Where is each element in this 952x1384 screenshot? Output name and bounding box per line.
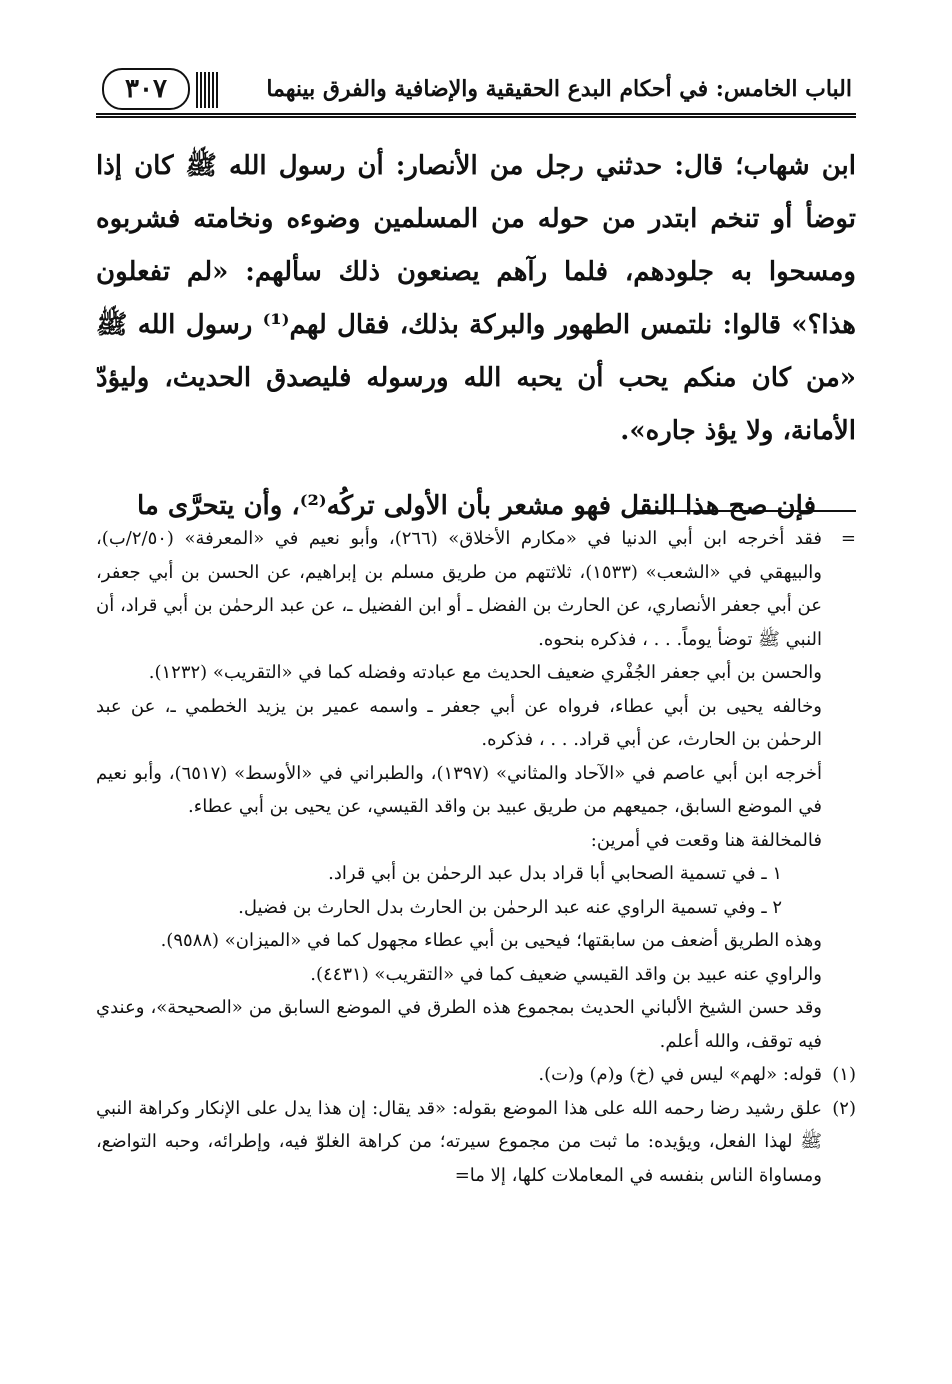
footnote-separator <box>636 510 856 512</box>
footnote-paragraph: والراوي عنه عبيد بن واقد القيسي ضعيف كما في «التقريب» (٤٤٣١). <box>310 963 822 985</box>
footnote-list-item: ٢ ـ وفي تسمية الراوي عنه عبد الرحمٰن بن الحارث بدل الحارث بن فضيل. <box>238 896 782 918</box>
continuation-marker: = <box>840 528 856 549</box>
footnote-2-number: (٢) <box>832 1097 856 1119</box>
footnote-paragraph: فالمخالفة هنا وقعت في أمرين: <box>590 829 822 851</box>
footnote-paragraph: أخرجه ابن أبي عاصم في «الآحاد والمثاني» (١٣٩٧)، والطبراني في «الأوسط» (٦٥١٧)، وأبو نعيم في الموضع السابق، جميعهم من طريق عبيد بن واقد القيسي، عن يحيى بن أبي عطاء. <box>96 762 822 817</box>
main-text <box>96 140 856 533</box>
header-rule <box>96 113 856 118</box>
running-title: الباب الخامس: في أحكام البدع الحقيقية والإضافية والفرق بينهما <box>266 76 852 102</box>
footnotes <box>96 522 856 1192</box>
footnote-2-text: علق رشيد رضا رحمه الله على هذا الموضع بقوله: «قد يقال: إن هذا يدل على الإنكار وكراهة النبي ﷺ لهذا الفعل، ويؤيده: ما ثبت من مجموع سيرته؛ من كراهة الغلوّ فيه، وإطرائه، وحبه التواضع، ومساواة الناس بنفسه في المعاملات كلها، إلا ما= <box>96 1097 822 1186</box>
footnote-1-number: (١) <box>832 1064 856 1085</box>
footnote-paragraph: وهذه الطريق أضعف من سابقتها؛ فيحيى بن أبي عطاء مجهول كما في «الميزان» (٩٥٨٨). <box>160 930 822 951</box>
footnote-list-item: ١ ـ في تسمية الصحابي أبا قراد بدل عبد الرحمٰن بن أبي قراد. <box>328 863 782 884</box>
header-ornament-bars <box>196 72 218 108</box>
footnote-paragraph: والحسن بن أبي جعفر الجُفْري ضعيف الحديث مع عبادته وفضله كما في «التقريب» (١٢٣٢). <box>148 662 822 683</box>
footnote-paragraph: فقد أخرجه ابن أبي الدنيا في «مكارم الأخلاق» (٢٦٦)، وأبو نعيم في «المعرفة» (٢/٥٠/ب)، والبيهقي في «الشعب» (١٥٣٣)، ثلاثتهم من طريق مسلم بن إبراهيم، عن الحسن بن أبي جعفر، عن أبي جعفر الأنصاري، عن الحارث بن الفضل ـ أو ابن الفضيل ـ، عن عبد الرحمٰن بن أبي قراد، أن النبي ﷺ توضأ يوماً. . . ، فذكره بنحوه. <box>96 528 823 650</box>
footnote-1-text: قوله: «لهم» ليس في (خ) و(م) و(ت). <box>538 1064 822 1085</box>
page-header <box>96 62 856 118</box>
footnote-paragraph: وخالفه يحيى بن أبي عطاء، فرواه عن أبي جعفر ـ واسمه عمير بن يزيد الخطمي ـ، عن عبد الرحمٰن بن الحارث، عن أبي قراد. . . ، فذكره. <box>96 695 822 750</box>
main-paragraph-2: فإن صح هذا النقل فهو مشعر بأن الأولى تركُه⁽²⁾، وأن يتحرَّى ما <box>136 491 816 521</box>
footnote-1 <box>96 1058 856 1092</box>
footnote-continuation <box>96 522 856 1058</box>
footnote-paragraph: وقد حسن الشيخ الألباني الحديث بمجموع هذه الطرق في الموضع السابق من «الصحيحة»، وعندي فيه توقف، والله أعلم. <box>96 997 822 1052</box>
footnote-2 <box>96 1092 856 1193</box>
page-number: ٣٠٧ <box>102 68 190 110</box>
main-paragraph-1: ابن شهاب؛ قال: حدثني رجل من الأنصار: أن رسول الله ﷺ كان إذا توضأ أو تنخم ابتدر من حوله من المسلمين وضوءه ونخامته فشربوه ومسحوا به جلودهم، فلما رآهم يصنعون ذلك سألهم: «لم تفعلون هذا؟» قالوا: نلتمس الطهور والبركة بذلك، فقال لهم⁽¹⁾ رسول الله ﷺ «من كان منكم يحب أن يحبه الله ورسوله فليصدق الحديث، وليؤدّ الأمانة، ولا يؤذ جاره». <box>96 151 857 446</box>
